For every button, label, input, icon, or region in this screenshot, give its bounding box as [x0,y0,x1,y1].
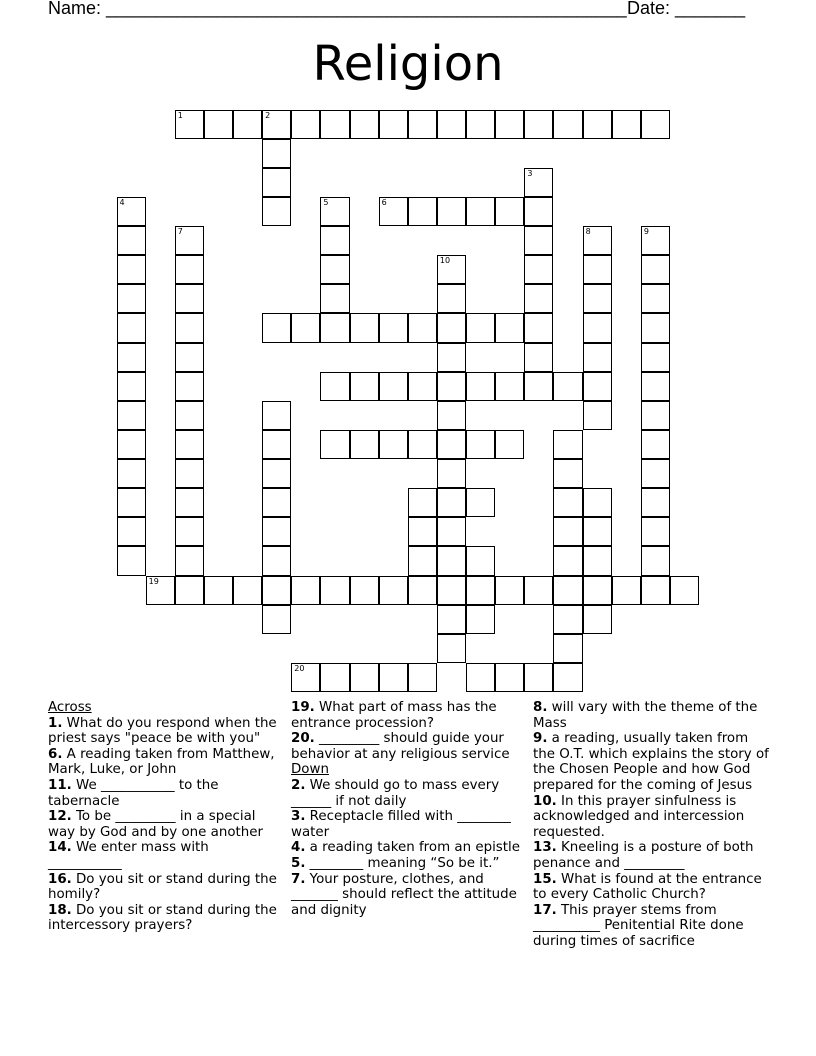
crossword-cell[interactable] [437,517,466,546]
crossword-cell[interactable] [437,255,466,284]
crossword-cell[interactable] [320,255,349,284]
clue [291,809,527,840]
across-heading: Across [48,700,92,715]
crossword-cell[interactable] [408,546,437,575]
clues-column-1 [48,700,284,934]
crossword-cell[interactable] [117,313,146,342]
clue-text: Kneeling is a posture of both penance and _________ [533,840,754,871]
clue-number: 10 [439,256,451,266]
crossword-cell[interactable] [117,517,146,546]
crossword-cell[interactable] [437,634,466,663]
crossword-cell[interactable] [117,546,146,575]
crossword-cell[interactable] [117,401,146,430]
crossword-cell[interactable] [437,401,466,430]
crossword-cell[interactable] [641,372,670,401]
crossword-cell[interactable] [437,605,466,634]
crossword-cell[interactable] [146,576,175,605]
crossword-cell[interactable] [175,430,204,459]
crossword-cell[interactable] [583,110,612,139]
crossword-cell[interactable] [408,576,437,605]
clue-text: What is found at the entrance to every Catholic Church? [533,871,762,903]
crossword-cell[interactable] [553,517,582,546]
crossword-cell[interactable] [117,197,146,226]
crossword-cell[interactable] [379,197,408,226]
crossword-cell[interactable] [408,488,437,517]
crossword-cell[interactable] [320,372,349,401]
crossword-cell[interactable] [408,313,437,342]
crossword-cell[interactable] [320,576,349,605]
crossword-cell[interactable] [641,546,670,575]
crossword-cell[interactable] [262,605,291,634]
crossword-cell[interactable] [350,110,379,139]
crossword-cell[interactable] [641,517,670,546]
crossword-cell[interactable] [524,284,553,313]
crossword-cell[interactable] [524,110,553,139]
crossword-cell[interactable] [320,313,349,342]
crossword-cell[interactable] [524,372,553,401]
crossword-cell[interactable] [320,226,349,255]
across-clue-list-continued [291,700,527,762]
clue-number: 5 [323,197,329,207]
clue-text: We enter mass with ___________ [48,840,209,871]
clue [48,716,284,747]
crossword-cell[interactable] [262,430,291,459]
crossword-cell[interactable] [524,576,553,605]
crossword-cell[interactable] [408,517,437,546]
clue-text: a reading, usually taken from the O.T. which explains the story of the Chosen People and how God prepared for the coming of Jesus [533,731,769,793]
crossword-cell[interactable] [495,110,524,139]
crossword-cell[interactable] [583,517,612,546]
crossword-cell[interactable] [437,110,466,139]
crossword-cell[interactable] [262,546,291,575]
crossword-cell[interactable] [117,343,146,372]
crossword-cell[interactable] [641,110,670,139]
clue [533,700,769,731]
crossword-cell[interactable] [233,110,262,139]
crossword-cell[interactable] [117,284,146,313]
clue-text: To be _________ in a special way by God and by one another [48,809,264,840]
crossword-cell[interactable] [524,663,553,692]
clue-number-label: 19. [291,700,315,715]
clue [48,872,284,903]
crossword-cell[interactable] [641,459,670,488]
crossword-cell[interactable] [553,430,582,459]
crossword-cell[interactable] [262,517,291,546]
crossword-cell[interactable] [175,372,204,401]
crossword-cell[interactable] [437,284,466,313]
crossword-cell[interactable] [641,226,670,255]
clue-number: 3 [527,168,533,178]
clue-number: 1 [177,110,183,120]
clue [48,840,284,871]
crossword-cell[interactable] [612,110,641,139]
clue-number: 9 [643,227,649,237]
crossword-cell[interactable] [583,546,612,575]
clue-number-label: 6. [48,746,63,762]
crossword-cell[interactable] [553,663,582,692]
crossword-cell[interactable] [117,459,146,488]
crossword-cell[interactable] [466,372,495,401]
clue-number-label: 8. [533,700,548,715]
crossword-cell[interactable] [379,313,408,342]
clue-number-label: 14. [48,840,72,856]
clue [291,731,527,762]
crossword-cell[interactable] [553,110,582,139]
crossword-cell[interactable] [175,488,204,517]
crossword-cell[interactable] [583,401,612,430]
crossword-cell[interactable] [437,546,466,575]
clue-number-label: 12. [48,809,72,825]
crossword-cell[interactable] [175,255,204,284]
crossword-cell[interactable] [641,255,670,284]
crossword-cell[interactable] [641,488,670,517]
clue-number-label: 20. [291,731,315,747]
crossword-cell[interactable] [117,488,146,517]
crossword-cell[interactable] [553,372,582,401]
crossword-cell[interactable] [233,576,262,605]
crossword-cell[interactable] [262,168,291,197]
crossword-cell[interactable] [466,546,495,575]
crossword-cell[interactable] [524,226,553,255]
crossword-cell[interactable] [641,430,670,459]
clue-text: a reading taken from an epistle [305,840,520,856]
crossword-cell[interactable] [553,605,582,634]
clue-text: will vary with the theme of the Mass [533,700,758,731]
crossword-cell[interactable] [524,343,553,372]
clue-text: We should go to mass every ______ if not daily [291,777,500,809]
crossword-cell[interactable] [350,576,379,605]
clue [533,903,769,950]
clue-number-label: 1. [48,715,63,731]
crossword-cell[interactable] [408,663,437,692]
crossword-cell[interactable] [117,226,146,255]
clue [291,840,527,856]
crossword-cell[interactable] [553,459,582,488]
crossword-cell[interactable] [175,517,204,546]
clue-number-label: 11. [48,777,72,793]
crossword-cell[interactable] [583,372,612,401]
crossword-cell[interactable] [175,576,204,605]
page-title: Religion [312,36,504,92]
clue [533,840,769,871]
crossword-cell[interactable] [408,110,437,139]
crossword-cell[interactable] [495,197,524,226]
crossword-cell[interactable] [350,663,379,692]
clue-number-label: 18. [48,902,72,918]
crossword-cell[interactable] [466,488,495,517]
crossword-cell[interactable] [437,430,466,459]
crossword-cell[interactable] [175,343,204,372]
crossword-cell[interactable] [553,576,582,605]
crossword-cell[interactable] [320,284,349,313]
crossword-cell[interactable] [291,576,320,605]
crossword-cell[interactable] [262,488,291,517]
clue-text: In this prayer sinfulness is acknowledged and intercession requested. [533,793,745,840]
crossword-cell[interactable] [583,488,612,517]
clue-number-label: 4. [291,840,306,856]
down-heading: Down [291,762,329,778]
clue-number-label: 9. [533,731,548,747]
crossword-cell[interactable] [641,284,670,313]
clue-text: This prayer stems from __________ Penitential Rite done during times of sacrifice [533,902,744,949]
name-line[interactable]: ____________________________________________________ [106,0,627,18]
across-clue-list [48,716,284,934]
crossword-cell[interactable] [175,546,204,575]
crossword-cell[interactable] [583,255,612,284]
crossword-cell[interactable] [379,576,408,605]
crossword-cell[interactable] [291,313,320,342]
crossword-cell[interactable] [262,110,291,139]
crossword-cell[interactable] [204,576,233,605]
crossword-cell[interactable] [583,284,612,313]
crossword-cell[interactable] [262,197,291,226]
clue-number: 2 [265,110,271,120]
clue-text: Do you sit or stand during the homily? [48,871,277,903]
crossword-cell[interactable] [524,197,553,226]
clue [48,778,284,809]
crossword-cell[interactable] [379,663,408,692]
clue-text: _________ should guide your behavior at any religious service [291,731,510,762]
crossword-cell[interactable] [175,401,204,430]
crossword-cell[interactable] [437,576,466,605]
name-label-text: Name: [48,0,102,18]
crossword-cell[interactable] [320,663,349,692]
crossword-cell[interactable] [553,488,582,517]
clue-number-label: 16. [48,871,72,887]
clue-number: 20 [294,663,305,673]
crossword-cell[interactable] [175,284,204,313]
clue-number-label: 3. [291,809,306,825]
crossword-cell[interactable] [437,313,466,342]
crossword-cell[interactable] [350,313,379,342]
crossword-cell[interactable] [524,313,553,342]
clue-number-label: 15. [533,871,557,887]
crossword-cell[interactable] [408,197,437,226]
crossword-cell[interactable] [466,605,495,634]
down-clue-list-continued [533,700,769,950]
crossword-cell[interactable] [320,197,349,226]
crossword-cell[interactable] [175,226,204,255]
crossword-cell[interactable] [524,168,553,197]
crossword-cell[interactable] [117,372,146,401]
crossword-cell[interactable] [379,372,408,401]
crossword-cell[interactable] [670,576,699,605]
clue [291,700,527,731]
clue-text: We ___________ to the tabernacle [48,777,219,809]
clue-number: 19 [148,576,159,586]
clue [533,731,769,793]
crossword-cell[interactable] [175,313,204,342]
clue-text: Your posture, clothes, and _______ should reflect the attitude and dignity [291,871,517,918]
crossword-cell[interactable] [466,110,495,139]
crossword-cell[interactable] [583,313,612,342]
crossword-cell[interactable] [350,372,379,401]
clue [48,747,284,778]
crossword-cell[interactable] [408,372,437,401]
down-clue-list [291,778,527,918]
crossword-cell[interactable] [117,430,146,459]
crossword-cell[interactable] [175,110,204,139]
crossword-cell[interactable] [320,430,349,459]
crossword-cell[interactable] [583,605,612,634]
clue-text: Do you sit or stand during the intercessory prayers? [48,902,277,934]
crossword-cell[interactable] [437,459,466,488]
clues-column-2 [291,700,527,918]
crossword-cell[interactable] [437,343,466,372]
crossword-cell[interactable] [466,576,495,605]
clue-text: Receptacle filled with ________ water [291,809,511,840]
crossword-cell[interactable] [408,430,437,459]
crossword-cell[interactable] [553,634,582,663]
clue-number: 7 [177,227,183,237]
crossword-cell[interactable] [379,110,408,139]
clue-number: 4 [119,197,125,207]
crossword-cell[interactable] [320,110,349,139]
crossword-cell[interactable] [350,430,379,459]
clue-number-label: 2. [291,777,306,793]
crossword-cell[interactable] [495,663,524,692]
clue [291,872,527,919]
clue [291,856,527,872]
crossword-cell[interactable] [466,430,495,459]
clue [533,872,769,903]
clues-column-3 [533,700,769,950]
crossword-cell[interactable] [379,430,408,459]
clue-text: What part of mass has the entrance procession? [291,700,497,731]
crossword-cell[interactable] [641,576,670,605]
crossword-cell[interactable] [583,576,612,605]
crossword-cell[interactable] [466,663,495,692]
clue [533,794,769,841]
clue-number-label: 13. [533,840,557,856]
crossword-cell[interactable] [262,401,291,430]
crossword-cell[interactable] [641,313,670,342]
crossword-cell[interactable] [437,488,466,517]
crossword-cell[interactable] [495,372,524,401]
crossword-cell[interactable] [553,546,582,575]
clue [48,903,284,934]
clue [291,778,527,809]
clue-number: 6 [381,197,387,207]
crossword-cell[interactable] [641,401,670,430]
crossword-cell[interactable] [524,255,553,284]
clue-text: What do you respond when the priest says "peace be with you" [48,715,277,747]
crossword-cell[interactable] [495,313,524,342]
crossword-cell[interactable] [291,663,320,692]
crossword-cell[interactable] [495,576,524,605]
clue-number-label: 10. [533,793,557,809]
crossword-cell[interactable] [641,343,670,372]
crossword-cell[interactable] [204,110,233,139]
crossword-cell[interactable] [466,197,495,226]
crossword-cell[interactable] [262,139,291,168]
clue [48,809,284,840]
crossword-cell[interactable] [437,372,466,401]
crossword-cell[interactable] [117,255,146,284]
clue-number: 8 [585,227,591,237]
clue-number-label: 5. [291,855,306,871]
crossword-cell[interactable] [262,459,291,488]
crossword-cell[interactable] [262,576,291,605]
clue-text: A reading taken from Matthew, Mark, Luke, or John [48,746,275,778]
crossword-cell[interactable] [495,430,524,459]
crossword-cell[interactable] [262,313,291,342]
clue-number-label: 7. [291,871,306,887]
crossword-cell[interactable] [175,459,204,488]
clue-text: ________ meaning “So be it.” [305,855,500,871]
crossword-cell[interactable] [583,343,612,372]
crossword-cell[interactable] [466,313,495,342]
clue-number-label: 17. [533,902,557,918]
crossword-cell[interactable] [612,576,641,605]
date-line[interactable]: _______ [675,0,746,18]
crossword-cell[interactable] [291,110,320,139]
crossword-cell[interactable] [437,197,466,226]
crossword-cell[interactable] [583,226,612,255]
date-label-text: Date: [627,0,671,18]
